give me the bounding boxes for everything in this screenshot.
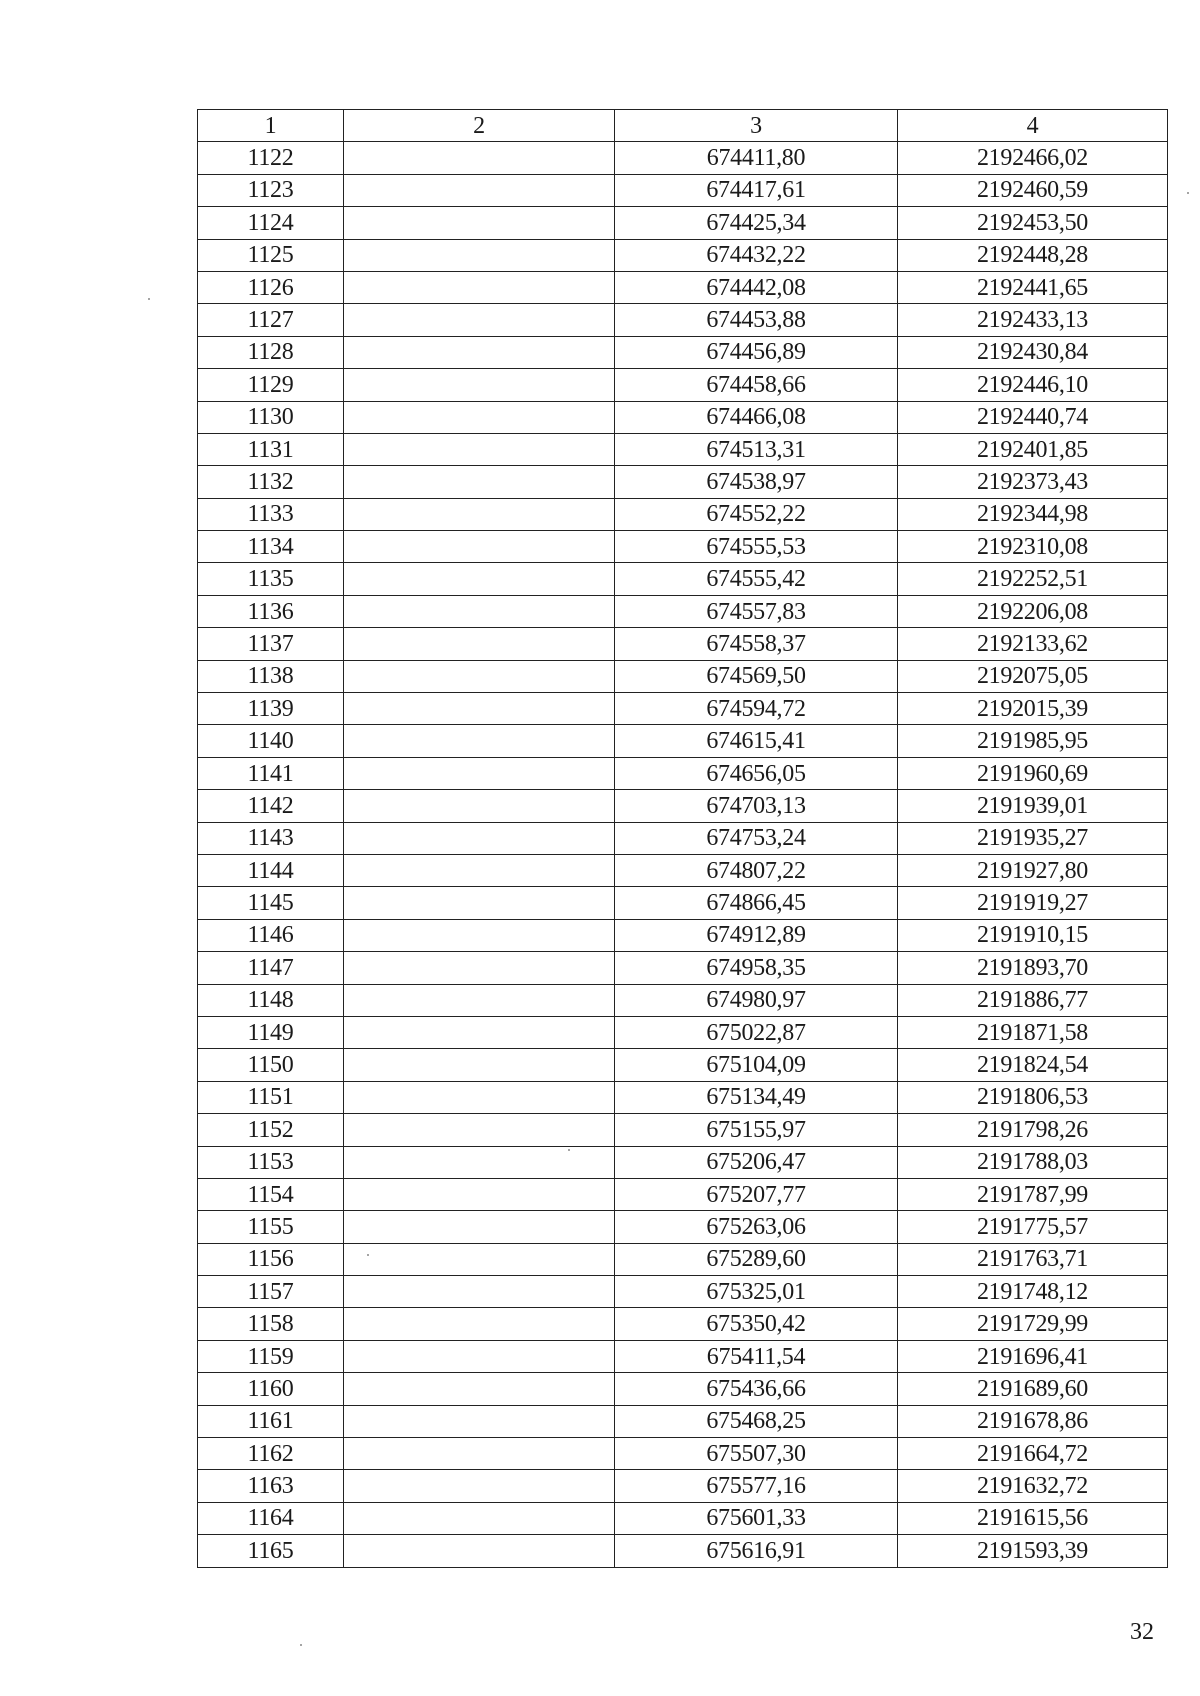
description-cell bbox=[344, 271, 615, 303]
y-coordinate-cell: 2191729,99 bbox=[898, 1308, 1168, 1340]
table-row bbox=[198, 1276, 1168, 1308]
x-coordinate-cell: 674807,22 bbox=[615, 854, 898, 886]
description-cell bbox=[344, 628, 615, 660]
description-cell bbox=[344, 336, 615, 368]
x-coordinate-cell: 675616,91 bbox=[615, 1535, 898, 1567]
description-cell bbox=[344, 1114, 615, 1146]
description-cell bbox=[344, 1081, 615, 1113]
table-row bbox=[198, 952, 1168, 984]
point-number-cell: 1161 bbox=[198, 1405, 344, 1437]
x-coordinate-cell: 675155,97 bbox=[615, 1114, 898, 1146]
table-row bbox=[198, 1535, 1168, 1567]
column-header-4: 4 bbox=[898, 110, 1168, 142]
y-coordinate-cell: 2191696,41 bbox=[898, 1340, 1168, 1372]
x-coordinate-cell: 674615,41 bbox=[615, 725, 898, 757]
point-number-cell: 1149 bbox=[198, 1016, 344, 1048]
table-row bbox=[198, 1016, 1168, 1048]
x-coordinate-cell: 675263,06 bbox=[615, 1211, 898, 1243]
x-coordinate-cell: 675577,16 bbox=[615, 1470, 898, 1502]
description-cell bbox=[344, 563, 615, 595]
y-coordinate-cell: 2192015,39 bbox=[898, 693, 1168, 725]
x-coordinate-cell: 674558,37 bbox=[615, 628, 898, 660]
y-coordinate-cell: 2192453,50 bbox=[898, 207, 1168, 239]
description-cell bbox=[344, 757, 615, 789]
point-number-cell: 1136 bbox=[198, 595, 344, 627]
y-coordinate-cell: 2192466,02 bbox=[898, 142, 1168, 174]
x-coordinate-cell: 674458,66 bbox=[615, 369, 898, 401]
description-cell bbox=[344, 498, 615, 530]
x-coordinate-cell: 675207,77 bbox=[615, 1178, 898, 1210]
y-coordinate-cell: 2192433,13 bbox=[898, 304, 1168, 336]
x-coordinate-cell: 674980,97 bbox=[615, 984, 898, 1016]
table-row bbox=[198, 822, 1168, 854]
y-coordinate-cell: 2191787,99 bbox=[898, 1178, 1168, 1210]
x-coordinate-cell: 675436,66 bbox=[615, 1373, 898, 1405]
table-row bbox=[198, 174, 1168, 206]
description-cell bbox=[344, 433, 615, 465]
table-row bbox=[198, 1211, 1168, 1243]
table-row bbox=[198, 757, 1168, 789]
description-cell bbox=[344, 1276, 615, 1308]
point-number-cell: 1131 bbox=[198, 433, 344, 465]
x-coordinate-cell: 674552,22 bbox=[615, 498, 898, 530]
scan-speck bbox=[568, 1149, 570, 1151]
point-number-cell: 1125 bbox=[198, 239, 344, 271]
y-coordinate-cell: 2192441,65 bbox=[898, 271, 1168, 303]
y-coordinate-cell: 2191927,80 bbox=[898, 854, 1168, 886]
point-number-cell: 1132 bbox=[198, 466, 344, 498]
y-coordinate-cell: 2191919,27 bbox=[898, 887, 1168, 919]
description-cell bbox=[344, 1373, 615, 1405]
point-number-cell: 1135 bbox=[198, 563, 344, 595]
description-cell bbox=[344, 693, 615, 725]
x-coordinate-cell: 674912,89 bbox=[615, 919, 898, 951]
table-row bbox=[198, 1373, 1168, 1405]
y-coordinate-cell: 2191886,77 bbox=[898, 984, 1168, 1016]
point-number-cell: 1147 bbox=[198, 952, 344, 984]
table-row bbox=[198, 1114, 1168, 1146]
table-row bbox=[198, 1438, 1168, 1470]
point-number-cell: 1162 bbox=[198, 1438, 344, 1470]
y-coordinate-cell: 2192448,28 bbox=[898, 239, 1168, 271]
scan-speck bbox=[300, 1644, 302, 1646]
column-header-3: 3 bbox=[615, 110, 898, 142]
point-number-cell: 1145 bbox=[198, 887, 344, 919]
x-coordinate-cell: 675350,42 bbox=[615, 1308, 898, 1340]
coordinates-table bbox=[197, 109, 1168, 1568]
description-cell bbox=[344, 1016, 615, 1048]
point-number-cell: 1157 bbox=[198, 1276, 344, 1308]
table-row bbox=[198, 207, 1168, 239]
y-coordinate-cell: 2191775,57 bbox=[898, 1211, 1168, 1243]
y-coordinate-cell: 2192344,98 bbox=[898, 498, 1168, 530]
point-number-cell: 1155 bbox=[198, 1211, 344, 1243]
column-header-1: 1 bbox=[198, 110, 344, 142]
x-coordinate-cell: 674656,05 bbox=[615, 757, 898, 789]
x-coordinate-cell: 675468,25 bbox=[615, 1405, 898, 1437]
scan-speck bbox=[367, 1254, 369, 1256]
point-number-cell: 1159 bbox=[198, 1340, 344, 1372]
x-coordinate-cell: 674866,45 bbox=[615, 887, 898, 919]
y-coordinate-cell: 2192373,43 bbox=[898, 466, 1168, 498]
y-coordinate-cell: 2191935,27 bbox=[898, 822, 1168, 854]
y-coordinate-cell: 2192446,10 bbox=[898, 369, 1168, 401]
description-cell bbox=[344, 1470, 615, 1502]
description-cell bbox=[344, 660, 615, 692]
y-coordinate-cell: 2192430,84 bbox=[898, 336, 1168, 368]
description-cell bbox=[344, 1340, 615, 1372]
description-cell bbox=[344, 1405, 615, 1437]
y-coordinate-cell: 2191593,39 bbox=[898, 1535, 1168, 1567]
table-row bbox=[198, 336, 1168, 368]
point-number-cell: 1144 bbox=[198, 854, 344, 886]
description-cell bbox=[344, 304, 615, 336]
description-cell bbox=[344, 919, 615, 951]
table-row bbox=[198, 919, 1168, 951]
table-row bbox=[198, 595, 1168, 627]
description-cell bbox=[344, 1178, 615, 1210]
point-number-cell: 1164 bbox=[198, 1502, 344, 1534]
description-cell bbox=[344, 207, 615, 239]
point-number-cell: 1154 bbox=[198, 1178, 344, 1210]
table-row bbox=[198, 854, 1168, 886]
y-coordinate-cell: 2191960,69 bbox=[898, 757, 1168, 789]
description-cell bbox=[344, 1211, 615, 1243]
description-cell bbox=[344, 1438, 615, 1470]
x-coordinate-cell: 675289,60 bbox=[615, 1243, 898, 1275]
point-number-cell: 1129 bbox=[198, 369, 344, 401]
description-cell bbox=[344, 142, 615, 174]
y-coordinate-cell: 2192310,08 bbox=[898, 531, 1168, 563]
x-coordinate-cell: 675325,01 bbox=[615, 1276, 898, 1308]
point-number-cell: 1163 bbox=[198, 1470, 344, 1502]
point-number-cell: 1153 bbox=[198, 1146, 344, 1178]
table-row bbox=[198, 725, 1168, 757]
scan-speck bbox=[1187, 192, 1189, 194]
description-cell bbox=[344, 822, 615, 854]
table-row bbox=[198, 531, 1168, 563]
page-number: 32 bbox=[1130, 1619, 1154, 1645]
table-row bbox=[198, 660, 1168, 692]
y-coordinate-cell: 2191615,56 bbox=[898, 1502, 1168, 1534]
x-coordinate-cell: 674557,83 bbox=[615, 595, 898, 627]
y-coordinate-cell: 2191678,86 bbox=[898, 1405, 1168, 1437]
x-coordinate-cell: 675104,09 bbox=[615, 1049, 898, 1081]
table-body bbox=[198, 142, 1168, 1567]
x-coordinate-cell: 674453,88 bbox=[615, 304, 898, 336]
description-cell bbox=[344, 952, 615, 984]
description-cell bbox=[344, 854, 615, 886]
table-row bbox=[198, 790, 1168, 822]
description-cell bbox=[344, 1243, 615, 1275]
x-coordinate-cell: 674456,89 bbox=[615, 336, 898, 368]
x-coordinate-cell: 675022,87 bbox=[615, 1016, 898, 1048]
x-coordinate-cell: 675601,33 bbox=[615, 1502, 898, 1534]
y-coordinate-cell: 2192252,51 bbox=[898, 563, 1168, 595]
point-number-cell: 1133 bbox=[198, 498, 344, 530]
description-cell bbox=[344, 1535, 615, 1567]
x-coordinate-cell: 674703,13 bbox=[615, 790, 898, 822]
description-cell bbox=[344, 984, 615, 1016]
table-row bbox=[198, 984, 1168, 1016]
point-number-cell: 1141 bbox=[198, 757, 344, 789]
y-coordinate-cell: 2191689,60 bbox=[898, 1373, 1168, 1405]
description-cell bbox=[344, 1049, 615, 1081]
table-row bbox=[198, 1049, 1168, 1081]
point-number-cell: 1140 bbox=[198, 725, 344, 757]
x-coordinate-cell: 675411,54 bbox=[615, 1340, 898, 1372]
y-coordinate-cell: 2192460,59 bbox=[898, 174, 1168, 206]
point-number-cell: 1138 bbox=[198, 660, 344, 692]
description-cell bbox=[344, 887, 615, 919]
table-row bbox=[198, 1502, 1168, 1534]
description-cell bbox=[344, 1308, 615, 1340]
y-coordinate-cell: 2191985,95 bbox=[898, 725, 1168, 757]
point-number-cell: 1158 bbox=[198, 1308, 344, 1340]
point-number-cell: 1124 bbox=[198, 207, 344, 239]
y-coordinate-cell: 2191939,01 bbox=[898, 790, 1168, 822]
y-coordinate-cell: 2192075,05 bbox=[898, 660, 1168, 692]
x-coordinate-cell: 675507,30 bbox=[615, 1438, 898, 1470]
x-coordinate-cell: 674555,42 bbox=[615, 563, 898, 595]
table-row bbox=[198, 693, 1168, 725]
x-coordinate-cell: 675134,49 bbox=[615, 1081, 898, 1113]
y-coordinate-cell: 2191871,58 bbox=[898, 1016, 1168, 1048]
table-row bbox=[198, 239, 1168, 271]
description-cell bbox=[344, 790, 615, 822]
x-coordinate-cell: 674466,08 bbox=[615, 401, 898, 433]
y-coordinate-cell: 2191788,03 bbox=[898, 1146, 1168, 1178]
description-cell bbox=[344, 531, 615, 563]
x-coordinate-cell: 674411,80 bbox=[615, 142, 898, 174]
x-coordinate-cell: 674442,08 bbox=[615, 271, 898, 303]
x-coordinate-cell: 674753,24 bbox=[615, 822, 898, 854]
y-coordinate-cell: 2191664,72 bbox=[898, 1438, 1168, 1470]
point-number-cell: 1122 bbox=[198, 142, 344, 174]
x-coordinate-cell: 675206,47 bbox=[615, 1146, 898, 1178]
point-number-cell: 1139 bbox=[198, 693, 344, 725]
point-number-cell: 1137 bbox=[198, 628, 344, 660]
x-coordinate-cell: 674594,72 bbox=[615, 693, 898, 725]
description-cell bbox=[344, 595, 615, 627]
x-coordinate-cell: 674425,34 bbox=[615, 207, 898, 239]
description-cell bbox=[344, 239, 615, 271]
table-row bbox=[198, 628, 1168, 660]
description-cell bbox=[344, 1502, 615, 1534]
description-cell bbox=[344, 725, 615, 757]
table-row bbox=[198, 1340, 1168, 1372]
point-number-cell: 1156 bbox=[198, 1243, 344, 1275]
table-row bbox=[198, 1178, 1168, 1210]
point-number-cell: 1123 bbox=[198, 174, 344, 206]
point-number-cell: 1160 bbox=[198, 1373, 344, 1405]
y-coordinate-cell: 2191763,71 bbox=[898, 1243, 1168, 1275]
x-coordinate-cell: 674432,22 bbox=[615, 239, 898, 271]
table-row bbox=[198, 1081, 1168, 1113]
description-cell bbox=[344, 466, 615, 498]
x-coordinate-cell: 674513,31 bbox=[615, 433, 898, 465]
point-number-cell: 1152 bbox=[198, 1114, 344, 1146]
y-coordinate-cell: 2191824,54 bbox=[898, 1049, 1168, 1081]
y-coordinate-cell: 2191893,70 bbox=[898, 952, 1168, 984]
table-row bbox=[198, 563, 1168, 595]
point-number-cell: 1151 bbox=[198, 1081, 344, 1113]
point-number-cell: 1146 bbox=[198, 919, 344, 951]
x-coordinate-cell: 674555,53 bbox=[615, 531, 898, 563]
table-row bbox=[198, 498, 1168, 530]
point-number-cell: 1127 bbox=[198, 304, 344, 336]
y-coordinate-cell: 2191910,15 bbox=[898, 919, 1168, 951]
point-number-cell: 1150 bbox=[198, 1049, 344, 1081]
table-row bbox=[198, 369, 1168, 401]
point-number-cell: 1128 bbox=[198, 336, 344, 368]
y-coordinate-cell: 2192401,85 bbox=[898, 433, 1168, 465]
point-number-cell: 1142 bbox=[198, 790, 344, 822]
y-coordinate-cell: 2191798,26 bbox=[898, 1114, 1168, 1146]
point-number-cell: 1148 bbox=[198, 984, 344, 1016]
y-coordinate-cell: 2191748,12 bbox=[898, 1276, 1168, 1308]
table-row bbox=[198, 1243, 1168, 1275]
y-coordinate-cell: 2192206,08 bbox=[898, 595, 1168, 627]
table-row bbox=[198, 271, 1168, 303]
y-coordinate-cell: 2191806,53 bbox=[898, 1081, 1168, 1113]
y-coordinate-cell: 2192440,74 bbox=[898, 401, 1168, 433]
description-cell bbox=[344, 174, 615, 206]
table-header-row bbox=[198, 110, 1168, 142]
table-row bbox=[198, 142, 1168, 174]
description-cell bbox=[344, 401, 615, 433]
description-cell bbox=[344, 369, 615, 401]
table-row bbox=[198, 433, 1168, 465]
x-coordinate-cell: 674417,61 bbox=[615, 174, 898, 206]
column-header-2: 2 bbox=[344, 110, 615, 142]
point-number-cell: 1165 bbox=[198, 1535, 344, 1567]
y-coordinate-cell: 2191632,72 bbox=[898, 1470, 1168, 1502]
table-row bbox=[198, 466, 1168, 498]
scan-speck bbox=[148, 298, 150, 300]
point-number-cell: 1134 bbox=[198, 531, 344, 563]
table-row bbox=[198, 304, 1168, 336]
table-row bbox=[198, 401, 1168, 433]
table-row bbox=[198, 1308, 1168, 1340]
table-row bbox=[198, 1470, 1168, 1502]
description-cell bbox=[344, 1146, 615, 1178]
table-row bbox=[198, 887, 1168, 919]
y-coordinate-cell: 2192133,62 bbox=[898, 628, 1168, 660]
x-coordinate-cell: 674958,35 bbox=[615, 952, 898, 984]
table-row bbox=[198, 1146, 1168, 1178]
point-number-cell: 1143 bbox=[198, 822, 344, 854]
table-row bbox=[198, 1405, 1168, 1437]
x-coordinate-cell: 674569,50 bbox=[615, 660, 898, 692]
x-coordinate-cell: 674538,97 bbox=[615, 466, 898, 498]
point-number-cell: 1126 bbox=[198, 271, 344, 303]
point-number-cell: 1130 bbox=[198, 401, 344, 433]
